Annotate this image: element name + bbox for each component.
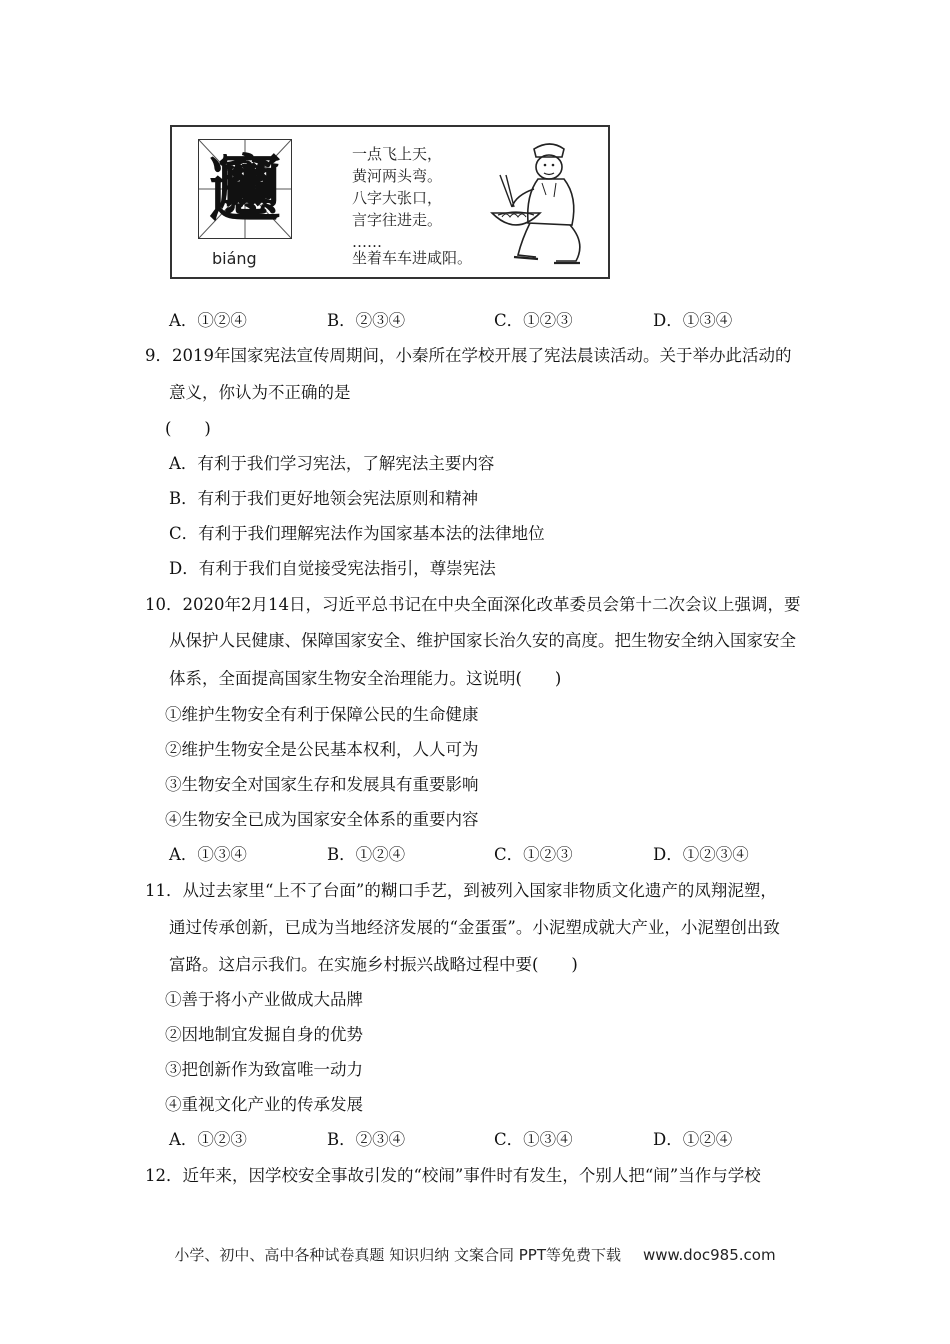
footer-text: 小学、初中、高中各种试卷真题 知识归纳 文案合同 PPT等免费下载 [174,1246,621,1264]
q11-item-2: ②因地制宜发掘自身的优势 [165,1025,363,1044]
option-d[interactable]: D．①③④ [653,311,733,330]
option-d[interactable]: D．①②④ [653,1130,733,1149]
noodle-eater-drawing [472,135,602,275]
biang-illustration [170,125,610,279]
q9-option-a[interactable]: A．有利于我们学习宪法，了解宪法主要内容 [169,454,495,473]
q9-option-d[interactable]: D．有利于我们自觉接受宪法指引，尊崇宪法 [169,559,496,578]
q11-item-1: ①善于将小产业做成大品牌 [165,990,363,1009]
q9-option-b[interactable]: B．有利于我们更好地领会宪法原则和精神 [169,489,479,508]
option-d[interactable]: D．①②③④ [653,845,749,864]
character-grid-box [198,139,292,239]
q10-stem-line3: 体系，全面提高国家生物安全治理能力。这说明( ) [169,669,562,688]
poem-line: 一点飞上天， [352,145,443,163]
q12-stem-line1: 12．近年来，因学校安全事故引发的“校闹”事件时有发生，个别人把“闹”当作与学校 [145,1166,761,1185]
q11-stem-line2: 通过传承创新，已成为当地经济发展的“金蛋蛋”。小泥塑成就大产业，小泥塑创出致 [169,918,780,937]
option-a[interactable]: A．①②③ [169,1130,247,1149]
footer-url[interactable]: www.doc985.com [642,1246,776,1264]
option-b[interactable]: B．②③④ [327,311,406,330]
option-a[interactable]: A．①②④ [169,311,247,330]
pinyin-label: biáng [212,249,257,268]
option-c[interactable]: C．①②③ [494,311,573,330]
poem-line: 黄河两头弯。 [352,167,443,185]
option-a[interactable]: A．①③④ [169,845,247,864]
q10-item-2: ②维护生物安全是公民基本权利，人人可为 [165,740,479,759]
q9-option-c[interactable]: C．有利于我们理解宪法作为国家基本法的法律地位 [169,524,545,543]
poem-line: 八字大张口， [352,189,443,207]
option-b[interactable]: B．②③④ [327,1130,406,1149]
q10-item-3: ③生物安全对国家生存和发展具有重要影响 [165,775,479,794]
poem-last-line: 坐着车车进咸阳。 [352,249,473,267]
q9-answer-bracket: ( ) [165,419,211,438]
option-b[interactable]: B．①②④ [327,845,406,864]
q11-item-3: ③把创新作为致富唯一动力 [165,1060,363,1079]
poem-text [352,143,442,253]
poem-line: 言字往进走。 [352,211,443,229]
q10-item-4: ④生物安全已成为国家安全体系的重要内容 [165,810,479,829]
q9-stem-line2: 意义，你认为不正确的是 [169,383,351,402]
q11-item-4: ④重视文化产业的传承发展 [165,1095,363,1114]
q10-stem-line1: 10．2020年2月14日，习近平总书记在中央全面深化改革委员会第十二次会议上强调，要 [145,595,801,614]
q11-stem-line3: 富路。这启示我们。在实施乡村振兴战略过程中要( ) [169,955,578,974]
page-footer [0,1244,950,1265]
q10-stem-line2: 从保护人民健康、保障国家安全、维护国家长治久安的高度。把生物安全纳入国家安全 [169,631,796,650]
q9-stem-line1: 9．2019年国家宪法宣传周期间，小秦所在学校开展了宪法晨读活动。关于举办此活动的 [145,346,792,365]
option-c[interactable]: C．①②③ [494,845,573,864]
q10-item-1: ①维护生物安全有利于保障公民的生命健康 [165,705,479,724]
q11-stem-line1: 11．从过去家里“上不了台面”的糊口手艺，到被列入国家非物质文化遗产的凤翔泥塑， [145,881,777,900]
poem-line: …… [352,233,382,251]
biang-character: 𰻞 [210,147,280,230]
option-c[interactable]: C．①③④ [494,1130,573,1149]
